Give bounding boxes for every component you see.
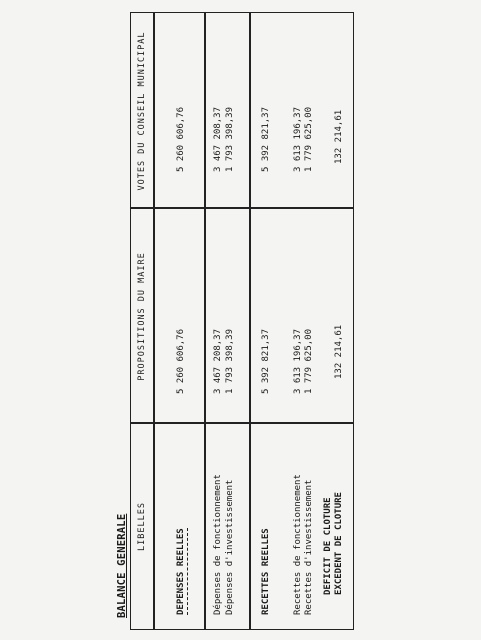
column-divider [131,423,353,425]
header-votes: VOTES DU CONSEIL MUNICIPAL [137,31,147,191]
rec-invest-prop: 1 779 625,00 [304,328,314,394]
recettes-reelles-label: RECETTES REELLES [261,528,271,615]
depenses-reelles-prop: 5 260 606,76 [176,328,186,394]
rec-invest-vote: 1 779 625,00 [304,106,314,172]
depenses-reelles-vote: 5 260 606,76 [176,106,186,172]
excedent-label: EXCEDENT DE CLOTURE [334,492,344,595]
header-libelles: LIBELLES [137,502,147,551]
rec-fonct-vote: 3 613 196,37 [293,106,303,172]
balance-table [130,12,354,630]
depenses-reelles-label: DEPENSES REELLES [176,528,186,615]
recettes-reelles-prop: 5 392 821,37 [261,328,271,394]
dep-invest-prop: 1 793 398,39 [225,328,235,394]
document-title: BALANCE GENERALE [116,513,128,618]
dep-invest-label: Dépenses d'investissement [225,479,235,615]
excedent-vote: 132 214,61 [334,109,344,164]
row-divider [249,13,251,629]
dep-fonct-vote: 3 467 208,37 [213,106,223,172]
header-divider [153,13,155,629]
dep-fonct-prop: 3 467 208,37 [213,328,223,394]
rec-fonct-prop: 3 613 196,37 [293,328,303,394]
header-propositions: PROPOSITIONS DU MAIRE [137,252,147,381]
rec-fonct-label: Recettes de fonctionnement [293,474,303,615]
excedent-prop: 132 214,61 [334,324,344,379]
dep-fonct-label: Dépenses de fonctionnement [213,474,223,615]
row-divider [204,13,206,629]
column-divider [131,208,353,210]
dep-invest-vote: 1 793 398,39 [225,106,235,172]
recettes-reelles-vote: 5 392 821,37 [261,106,271,172]
rec-invest-label: Recettes d'investissement [304,479,314,615]
deficit-label: DEFICIT DE CLOTURE [323,497,333,595]
